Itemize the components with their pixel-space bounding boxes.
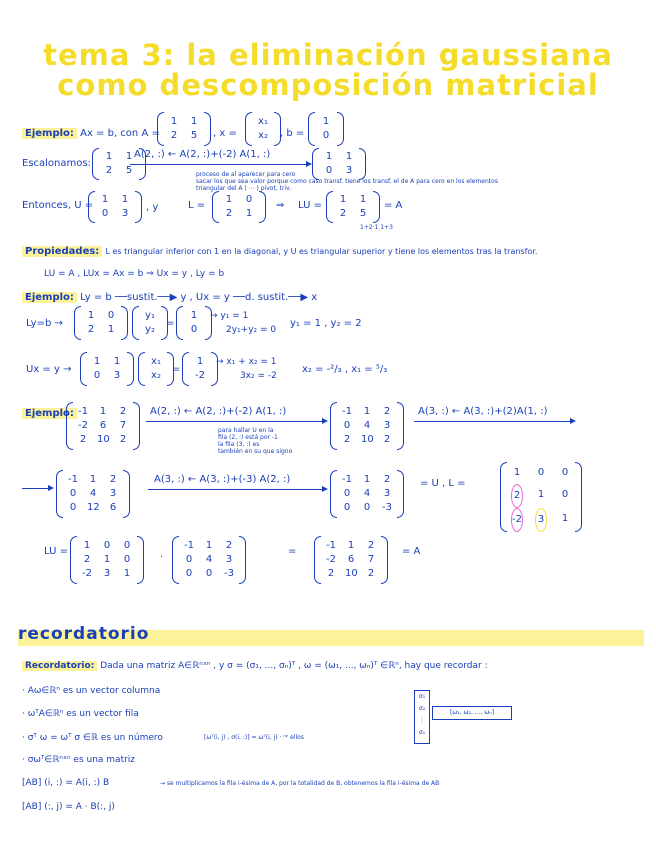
matrix-esc-right-cells (319, 150, 359, 178)
matrix-M3-cells (337, 473, 397, 515)
matrix-cell: -1 (342, 406, 352, 417)
page-title-line2: como descomposición matricial (57, 68, 599, 102)
vector-b (308, 112, 344, 146)
matrix-cell: 1 (125, 151, 133, 162)
matrix-cell: 1 (93, 356, 101, 367)
matrix-cell: 0 (190, 324, 198, 335)
matrix-cell: 2 (119, 406, 127, 417)
recordatorio-item3: · σᵀ ω = ωᵀ σ ∈ℝ es un número (22, 733, 163, 743)
vector-rhs2-cells (189, 355, 211, 383)
matrix-cell: 1 (121, 194, 129, 205)
matrix-cell: -2 (195, 370, 205, 381)
matrix-cell: 0 (185, 568, 193, 579)
matrix-cell: -1 (326, 540, 336, 551)
matrix-cell: 1 (190, 116, 198, 127)
matrix-cell: 2 (109, 474, 117, 485)
matrix-cell: 1 (345, 151, 353, 162)
page-title-line1: tema 3: la eliminación gaussiana (43, 38, 613, 72)
matrix-L-cells (219, 193, 259, 221)
ejemplo3-op2: A(3, :) ← A(3, :)+(2)A(1, :) (418, 406, 548, 417)
matrix-cell: 0 (363, 502, 371, 513)
eq-A-final: = A (402, 546, 421, 557)
sol1: y₁ = 1 , y₂ = 2 (290, 318, 362, 329)
matrix-cell: 3 (121, 208, 129, 219)
matrix-A-cells (164, 115, 204, 143)
x-label: , x = (213, 128, 237, 139)
matrix-cell: 0 (69, 488, 77, 499)
matrix-cell: 1 (225, 194, 233, 205)
escalonamos-note3: triangular del A ( ⋯ ) pivot, triv. (196, 185, 292, 192)
recordatorio-label: Recordatorio: (22, 661, 97, 671)
matrix-cell: 0 (103, 540, 111, 551)
vector-omega-row: [ω₁, ω₂, ..., ωₙ] (432, 706, 512, 720)
matrix-cell: 0 (343, 420, 351, 431)
matrix-cell: 4 (363, 420, 371, 431)
matrix-cell: 1 (322, 116, 330, 127)
matrix-U2-cells (87, 355, 127, 383)
escalonamos-arrow (130, 164, 310, 165)
matrix-cell: -2 (511, 508, 523, 532)
vector-x2-cells (145, 355, 167, 383)
matrix-cell: 7 (367, 554, 375, 565)
matrix-M2-cells (63, 473, 123, 515)
equals-A: = A (384, 200, 403, 211)
matrix-cell: x₂ (258, 130, 268, 141)
matrix-cell: -2 (78, 420, 88, 431)
matrix-cell: 4 (363, 488, 371, 499)
matrix-cell: 1 (513, 467, 521, 478)
matrix-M1-cells (337, 405, 397, 447)
matrix-cell: 6 (99, 420, 107, 431)
matrix-cell: 1 (105, 151, 113, 162)
matrix-cell: 2 (343, 434, 351, 445)
matrix-cell: 3 (225, 554, 233, 565)
ejemplo3-arrow2 (414, 421, 574, 422)
escalonamos-op: A(2, :) ← A(2, :)+(-2) A(1, :) (134, 149, 271, 160)
matrix-cell: 2 (339, 208, 347, 219)
matrix-cell: -2 (82, 568, 92, 579)
ejemplo2-text: Ly = b ──sustit.──▶ y , Ux = y ──d. sustit.──▶ x (80, 292, 318, 303)
matrix-M1 (330, 402, 404, 450)
ejemplo3-note-c: la fila (3, :) es (218, 441, 260, 448)
escalonamos-note2: sacar los que sea valor porque como caso transf. tiene los transf. el de A para cero en los elementos (196, 178, 498, 185)
matrix-cell: 0 (93, 370, 101, 381)
matrix-cell: 0 (322, 130, 330, 141)
vector-x-cells (252, 115, 274, 143)
ejemplo3-op1: A(2, :) ← A(2, :)+(-2) A(1, :) (150, 406, 287, 417)
vector-sigma-cells (415, 691, 429, 739)
vector-y (132, 306, 168, 340)
matrix-cell: 2 (79, 434, 87, 445)
matrix-cell: 1 (537, 489, 545, 500)
matrix-cell: 2 (327, 568, 335, 579)
matrix-cell: -1 (78, 406, 88, 417)
matrix-cell: σ₂ (418, 705, 426, 712)
matrix-cell: 1 (123, 568, 131, 579)
vector-rhs1-cells (183, 309, 205, 337)
eq-sign-2: = (172, 364, 181, 375)
ejemplo3-arrow1 (146, 421, 326, 422)
matrix-cell: -1 (68, 474, 78, 485)
vector-x (245, 112, 281, 146)
matrix-M0-cells (73, 405, 133, 447)
matrix-cell: 1 (83, 540, 91, 551)
matrix-M2 (56, 470, 130, 518)
matrix-cell: 1 (363, 406, 371, 417)
matrix-cell: 2 (119, 434, 127, 445)
matrix-cell: 0 (101, 208, 109, 219)
ejemplo3-note-a: para hallar U en la (218, 427, 274, 434)
ejemplo3-arrow3 (148, 489, 326, 490)
matrix-cell: x₁ (258, 116, 268, 127)
matrix-cell: -1 (342, 474, 352, 485)
vector-rhs2 (182, 352, 218, 386)
recordatorio-heading: recordatorio (18, 624, 150, 644)
entonces-label: Entonces, U = (22, 200, 94, 211)
matrix-cell: 1 (561, 513, 569, 524)
matrix-cell: 5 (359, 208, 367, 219)
sol2b: 3x₂ = -2 (240, 371, 277, 381)
matrix-cell: 6 (109, 502, 117, 513)
matrix-L3 (500, 462, 582, 532)
matrix-cell: 1 (190, 310, 198, 321)
example1-label: Ejemplo: (22, 128, 77, 139)
matrix-cell: 7 (119, 420, 127, 431)
matrix-cell: 1 (339, 194, 347, 205)
eq-sign-1: = (166, 318, 175, 329)
matrix-cell: -3 (382, 502, 392, 513)
matrix-Lp-cells (77, 539, 137, 581)
matrix-cell: σₙ (418, 729, 426, 736)
matrix-cell: 1 (89, 474, 97, 485)
matrix-cell: 0 (343, 488, 351, 499)
matrix-cell: 5 (125, 165, 133, 176)
matrix-cell: σ₁ (418, 693, 426, 700)
matrix-cell: 0 (123, 540, 131, 551)
matrix-U (88, 191, 142, 223)
matrix-cell: 1 (363, 474, 371, 485)
matrix-LU (326, 191, 380, 223)
LU3-label: LU = (44, 546, 68, 557)
matrix-Up-cells (179, 539, 239, 581)
matrix-cell: 0 (185, 554, 193, 565)
matrix-M3 (330, 470, 404, 518)
matrix-cell: 0 (245, 194, 253, 205)
example1-text: Ax = b, con A = (80, 128, 160, 139)
matrix-cell: y₁ (145, 310, 155, 321)
vector-x2 (138, 352, 174, 386)
vector-y-cells (139, 309, 161, 337)
matrix-cell: 3 (383, 420, 391, 431)
matrix-cell: 0 (561, 467, 569, 478)
LU-label: LU = (298, 200, 322, 211)
recordatorio-item3b: [ωᵀ(i, j) , σ(i, :)] = ωᵀ(i, j) · ⁿᵉ ellos (204, 734, 304, 741)
matrix-cell: 1 (347, 540, 355, 551)
recordatorio-item5b: → se multiplicamos la fila i-ésima de A, por la totalidad de B, obtenemos la fila i-ésima de AB (160, 780, 440, 787)
recordatorio-intro-row (22, 660, 488, 672)
recordatorio-item2: · ωᵀA∈ℝⁿ es un vector fila (22, 709, 139, 719)
matrix-U2 (80, 352, 134, 386)
matrix-cell: 1 (101, 194, 109, 205)
ejemplo3-label: Ejemplo: (22, 408, 77, 419)
matrix-esc-right (312, 148, 366, 180)
recordatorio-item4: · σωᵀ∈ℝⁿˣⁿ es una matriz (22, 755, 136, 765)
vector-rhs1 (176, 306, 212, 340)
matrix-cell: 1 (107, 324, 115, 335)
matrix-L2-cells (81, 309, 121, 337)
recordatorio-item5: [AB] (i, :) = A(i, :) B (22, 778, 110, 788)
matrix-cell: 3 (103, 568, 111, 579)
matrix-cell: 6 (347, 554, 355, 565)
matrix-cell: 3 (383, 488, 391, 499)
matrix-cell: 2 (225, 540, 233, 551)
matrix-cell: 12 (87, 502, 100, 513)
matrix-cell: 0 (561, 489, 569, 500)
matrix-cell: 1 (196, 356, 204, 367)
matrix-cell: 4 (205, 554, 213, 565)
sol2a: → x₁ + x₂ = 1 (216, 357, 277, 367)
matrix-cell: 1 (103, 554, 111, 565)
ejemplo3-op3: A(3, :) ← A(3, :)+(-3) A(2, :) (154, 474, 291, 485)
recordatorio-item6: [AB] (:, j) = A · B(:, j) (22, 802, 115, 812)
matrix-cell: x₁ (151, 356, 161, 367)
sol2: x₂ = -²/₃ , x₁ = ⁵/₃ (302, 364, 388, 375)
entonces-note: 1+2·1 1+3 (360, 224, 393, 231)
example1-row (22, 128, 160, 140)
ejemplo3-note-b: fila (2, :) está por -1 (218, 434, 278, 441)
recordatorio-heading-bar (18, 624, 644, 646)
implies-arrow: ⇒ (276, 200, 285, 211)
matrix-Lp (70, 536, 144, 584)
matrix-cell: 1 (245, 208, 253, 219)
matrix-cell: 1 (325, 151, 333, 162)
matrix-cell: 2 (170, 130, 178, 141)
matrix-cell: 0 (537, 467, 545, 478)
matrix-cell: 2 (83, 554, 91, 565)
matrix-cell: -2 (326, 554, 336, 565)
matrix-cell: y₂ (145, 324, 155, 335)
vector-b-cells (315, 115, 337, 143)
matrix-cell: 1 (205, 540, 213, 551)
matrix-cell: 4 (89, 488, 97, 499)
eq-sign-3: = (288, 546, 297, 557)
ejemplo2-row (22, 292, 317, 304)
matrix-cell: 10 (345, 568, 358, 579)
matrix-cell: 2 (367, 568, 375, 579)
vector-sigma-box (414, 690, 430, 744)
ly-prefix: Ly=b → (26, 318, 63, 329)
propiedades-text: L es triangular inferior con 1 en la diagonal, y U es triangular superior y tiene los elementos tras la transfor. (105, 247, 538, 256)
ejemplo2-label: Ejemplo: (22, 292, 77, 303)
matrix-cell: -3 (224, 568, 234, 579)
matrix-cell: 3 (535, 508, 547, 532)
dot-op: · (160, 552, 164, 563)
recordatorio-intro: Dada una matriz A∈ℝⁿˣⁿ , y σ = (σ₁, ..., σₙ)ᵀ , ω = (ω₁, ..., ωₙ)ᵀ ∈ℝⁿ, hay que recordar : (100, 661, 488, 671)
matrix-cell: 1 (99, 406, 107, 417)
ejemplo3-note-d: también en su que signo (218, 448, 293, 455)
matrix-cell: 3 (113, 370, 121, 381)
matrix-cell: 1 (113, 356, 121, 367)
matrix-cell: 1 (87, 310, 95, 321)
matrix-cell: 0 (325, 165, 333, 176)
matrix-L (212, 191, 266, 223)
matrix-Afinal (314, 536, 388, 584)
matrix-cell: 3 (345, 165, 353, 176)
matrix-L3-cells (507, 462, 575, 532)
eq-U-L: = U , L = (420, 478, 466, 489)
matrix-cell: 2 (383, 474, 391, 485)
matrix-cell: 0 (69, 502, 77, 513)
matrix-cell: 10 (97, 434, 110, 445)
matrix-cell: 2 (383, 406, 391, 417)
entonces-y: , y (146, 202, 159, 213)
b-label: , b = (280, 128, 305, 139)
L-label: L = (188, 200, 206, 211)
sol1b: 2y₁+y₂ = 0 (226, 325, 277, 335)
matrix-cell: ⋮ (419, 717, 425, 724)
matrix-cell: 0 (107, 310, 115, 321)
matrix-cell: 3 (109, 488, 117, 499)
matrix-cell: 2 (87, 324, 95, 335)
matrix-cell: 1 (359, 194, 367, 205)
propiedades-row (22, 246, 537, 258)
matrix-cell: 5 (190, 130, 198, 141)
matrix-cell: 0 (343, 502, 351, 513)
matrix-cell: 2 (511, 484, 523, 508)
matrix-cell: 2 (225, 208, 233, 219)
sol1a: → y₁ = 1 (210, 311, 249, 321)
matrix-M0 (66, 402, 140, 450)
matrix-cell: 1 (170, 116, 178, 127)
matrix-Afinal-cells (321, 539, 381, 581)
matrix-cell: -1 (184, 540, 194, 551)
propiedades-label: Propiedades: (22, 246, 102, 257)
matrix-cell: 10 (361, 434, 374, 445)
matrix-A (157, 112, 211, 146)
escalonamos-label: Escalonamos: (22, 158, 91, 169)
matrix-cell: 2 (105, 165, 113, 176)
propiedades-line2: LU = A , LUx = Ax = b ⇒ Ux = y , Ly = b (44, 269, 225, 279)
continue-arrow (22, 488, 52, 489)
matrix-U-cells (95, 193, 135, 221)
matrix-LU-cells (333, 193, 373, 221)
escalonamos-note1: proceso de al aparecer para cero (196, 171, 296, 178)
matrix-cell: 2 (383, 434, 391, 445)
matrix-Up (172, 536, 246, 584)
matrix-cell: 0 (123, 554, 131, 565)
matrix-cell: 2 (367, 540, 375, 551)
matrix-cell: 0 (205, 568, 213, 579)
recordatorio-item1: · Aω∈ℝⁿ es un vector columna (22, 686, 161, 696)
matrix-L2 (74, 306, 128, 340)
matrix-cell: x₂ (151, 370, 161, 381)
ux-prefix: Ux = y → (26, 364, 72, 375)
